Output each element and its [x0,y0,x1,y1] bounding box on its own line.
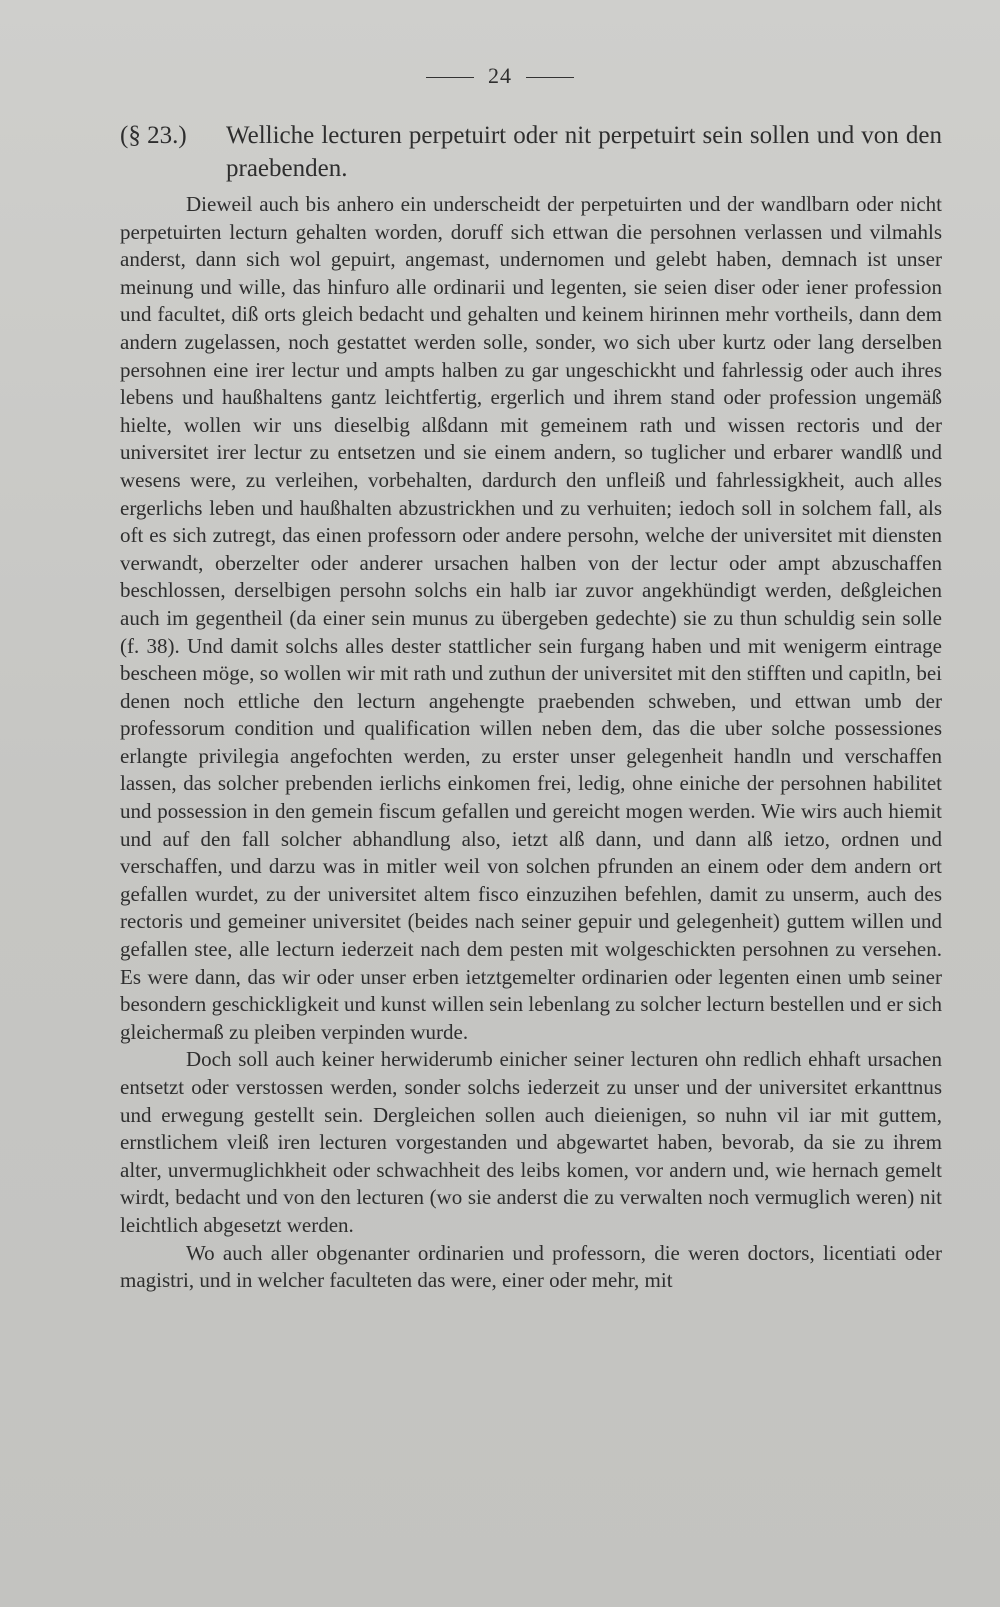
paragraph-3: Wo auch aller obgenanter ordinarien und professorn, die weren doctors, licentiati oder magistri, und in welcher faculteten das were, einer oder mehr, mit [120,1240,942,1293]
section-title: Welliche lecturen perpetuirt oder nit perpetuirt sein sollen und von den praebenden. [226,122,942,182]
paragraph-1: Dieweil auch bis anhero ein underscheidt der perpetuirten und der wandlbarn oder nicht perpetuirten lecturn gehalten worden, doruff sich ettwan die persohnen verlassen und vilmahls anderst, dann sich wol gepuirt, angemast, undernomen und gelebt haben, demnach ist unser meinung und wille, das hinfuro alle ordinarii und legenten, sie seien diser oder iener profession und facultet, diß orts gleich bedacht und gehalten und keinem hirinnen mehr vortheils, dann dem andern zugelassen, noch gestattet werden solle, sonder, wo sich uber kurtz oder lang derselben persohnen eine irer lectur und ampts halben zu gar ungeschickht und fahrlessig oder auch ihres lebens und haußhaltens gantz leichtfertig, ergerlich und ihrem stand oder profession ungemäß hielte, wollen wir uns dieselbig alßdann mit gemeinem rath und wissen rectoris und der universitet irer lectur zu entsetzen und sie einem andern, so tuglicher und erbarer wandlß und wesens were, zu verleihen, vorbehalten, dardurch den unfleiß und fahrlessigkheit, auch alles ergerlichs leben und haußhalten abzustrickhen und zu verhuiten; iedoch soll in solchem fall, als oft es sich zutregt, das einen professorn oder andere persohn, welche der universitet mit diensten verwandt, oberzelter oder anderer ursachen halben von der lectur oder ampt abzuschaffen beschlossen, derselbigen persohn solchs ein halb iar zuvor angekhündigt werden, deßgleichen auch im gegentheil (da einer sein munus zu übergeben gedechte) sie zu thun schuldig sein solle (f. 38). Und damit solchs alles dester stattlicher sein furgang haben und mit wenigerm eintrage bescheen möge, so wollen wir mit rath und zuthun der universitet mit den stifften und capitln, bei denen noch ettliche den lecturn angehengte praebenden schweben, und ettwan umb der professorum condition und qualification willen neben dem, das die uber solche possessiones erlangte privilegia angefochten werden, zu erster unser gelegenheit handln und verschaffen lassen, das solcher prebenden ierlichs einkomen frei, ledig, ohne einiche der persohnen habilitet und possession in den gemein fiscum gefallen und gereicht mogen werden. Wie wirs auch hiemit und auf den fall solcher abhandlung also, ietzt alß dann, und dann alß ietzo, ordnen und verschaffen, und darzu was in mitler weil von solchen pfrunden an einem oder dem andern ort gefallen wurdet, zu der universitet altem fisco einzuzihen befehlen, damit zu unserm, auch des rectoris und gemeiner universitet (beides nach seiner gepuir und gelegenheit) guttem willen und gefallen stee, alle lecturn iederzeit nach dem pesten mit wolgeschickten persohnen zu versehen. Es were dann, das wir oder unser erben ietztgemelter ordinarien oder legenten einen umb seiner besondern geschickligkeit und kunst willen sein lebenlang zu solcher lecturn bestellen und er sich gleichermaß zu pleiben verpinden wurde. [120,192,942,1044]
page-number-rule-right [526,77,574,78]
text-column [120,119,942,1295]
page-number-text: 24 [488,63,512,88]
page-number [0,63,1000,89]
paragraph-2: Doch soll auch keiner herwiderumb einicher seiner lecturen ohn redlich ehhaft ursachen entsetzt oder verstossen werden, sonder solchs iederzeit zu unser und der universitet erkanttnus und erwegung gestellt sein. Dergleichen sollen auch dieienigen, so nuhn vil iar mit guttem, ernstlichem vleiß iren lecturen vorgestanden und abgewartet haben, bevorab, da sie zu ihrem alter, unvermuglichkheit oder schwachheit des leibs komen, vor andern und, wie hernach gemelt wirdt, bedacht und von den lecturen (wo sie anderst die zu verwalten noch vermuglich weren) nit leichtlich abgesetzt werden. [120,1047,942,1237]
section-label: (§ 23.) [120,122,187,149]
section-heading [120,119,942,185]
page-number-rule-left [426,77,474,78]
